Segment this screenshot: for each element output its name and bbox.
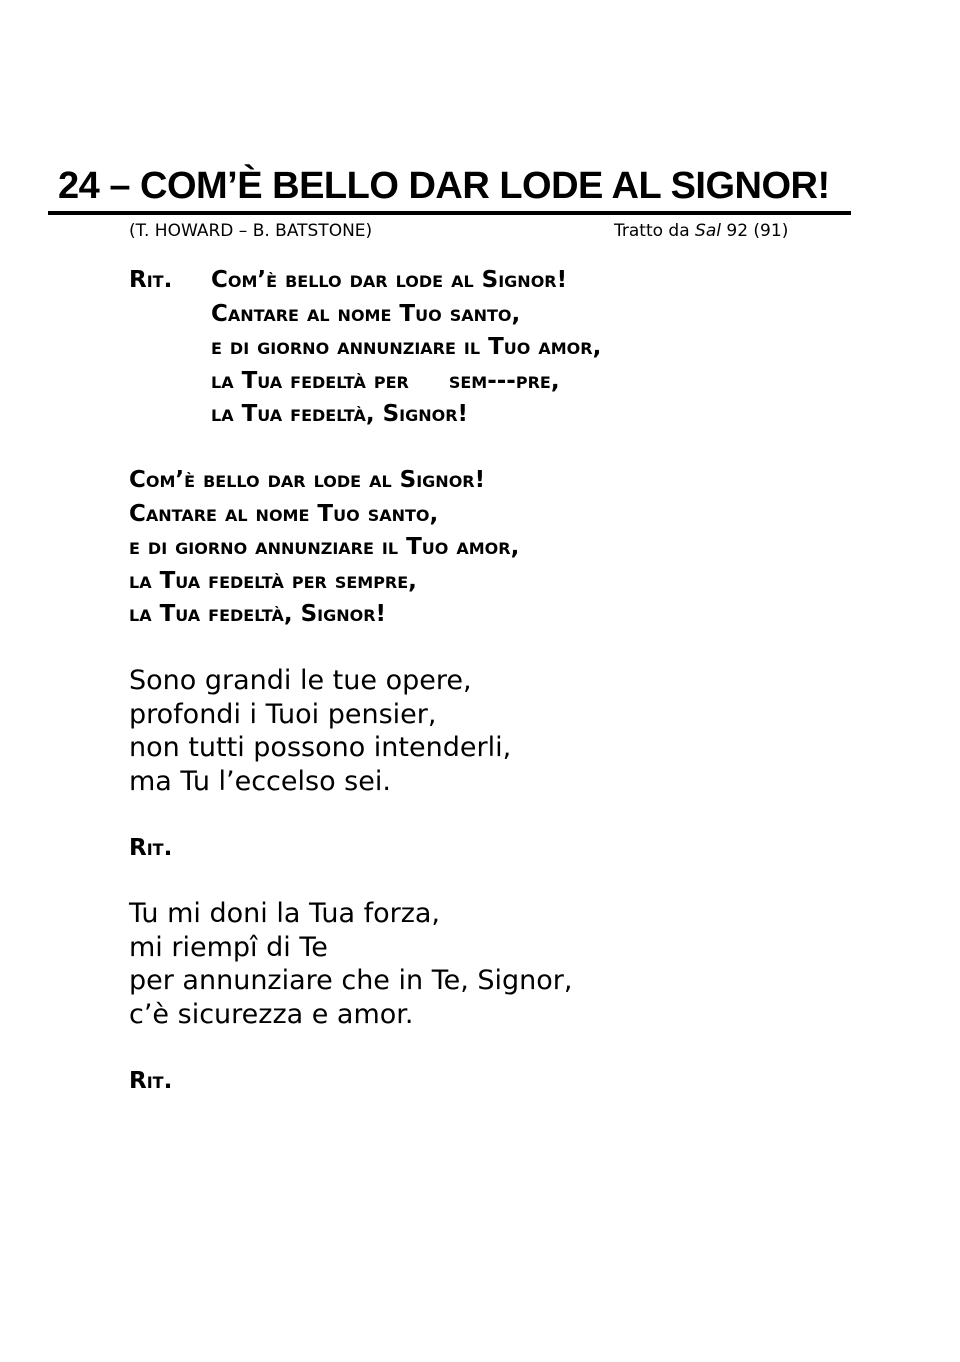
refrain-line [211, 365, 601, 399]
verse-line: Sono grandi le tue opere, [129, 665, 472, 696]
verse-1 [129, 664, 511, 798]
refrain-line: e di giorno annunziare il Tuo amor, [211, 334, 602, 360]
song-authors: (T. HOWARD – B. BATSTONE) [129, 221, 373, 241]
verse-line: non tutti possono intenderli, [129, 732, 512, 763]
refrain-repeat-line: Cantare al nome Tuo santo, [129, 500, 439, 527]
refrain-line-held-note: sem---pre, [448, 367, 560, 394]
verse-line: profondi i Tuoi pensier, [129, 698, 437, 730]
verse-line: mi riempî di Te [129, 931, 328, 963]
refrain-line: Cantare al nome Tuo santo, [211, 300, 521, 327]
refrain-block [211, 264, 601, 432]
refrain-label: Rit. [129, 267, 173, 293]
refrain-cue-2: Rit. [129, 1068, 173, 1094]
refrain-line-start: la Tua fedeltà per [211, 367, 409, 394]
song-source [614, 219, 788, 243]
verse-line: per annunziare che in Te, Signor, [129, 965, 573, 996]
source-reference: 92 (91) [720, 221, 789, 241]
refrain-line: la Tua fedeltà, Signor! [211, 401, 469, 427]
refrain-repeat-line: la Tua fedeltà, Signor! [129, 601, 387, 627]
verse-line: Tu mi doni la Tua forza, [129, 898, 441, 929]
refrain-repeat-block [129, 464, 519, 632]
verse-2 [129, 897, 572, 1031]
title-underline [48, 211, 851, 215]
song-title: 24 – COM’È BELLO DAR LODE AL SIGNOR! [58, 165, 830, 207]
verse-line: ma Tu l’eccelso sei. [129, 765, 391, 797]
refrain-repeat-line: Com’è bello dar lode al Signor! [129, 467, 486, 493]
source-book: Sal [695, 221, 721, 241]
refrain-repeat-line: la Tua fedeltà per sempre, [129, 567, 417, 594]
refrain-line: Com’è bello dar lode al Signor! [211, 267, 568, 293]
source-prefix: Tratto da [614, 221, 696, 241]
refrain-repeat-line: e di giorno annunziare il Tuo amor, [129, 534, 520, 560]
verse-line: c’è sicurezza e amor. [129, 998, 414, 1030]
refrain-cue-1: Rit. [129, 835, 173, 861]
